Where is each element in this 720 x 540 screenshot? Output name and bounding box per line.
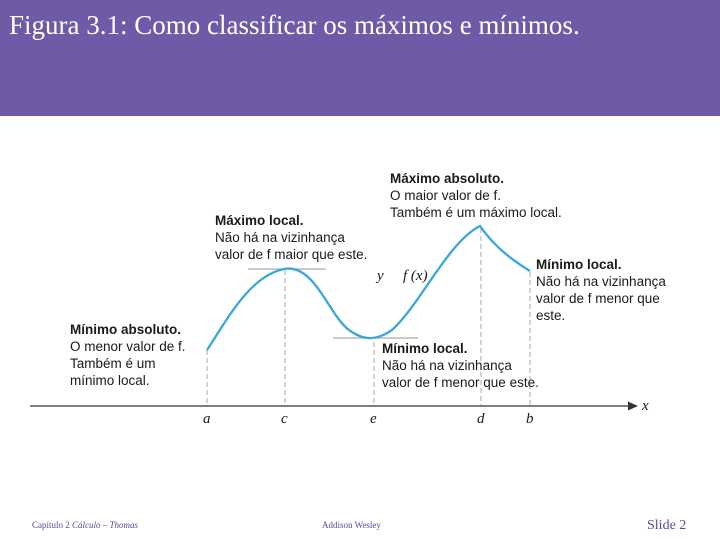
min-local-b-line2: valor de f menor que xyxy=(536,291,660,306)
point-label-d: d xyxy=(477,411,485,427)
min-local-b-title: Mínimo local. xyxy=(536,257,622,272)
point-label-b: b xyxy=(526,411,534,427)
min-absolute-line2: Também é um xyxy=(70,356,156,371)
max-local-line1: Não há na vizinhança xyxy=(215,230,345,245)
min-absolute-line3: mínimo local. xyxy=(70,373,150,388)
max-absolute-line2: Também é um máximo local. xyxy=(390,205,562,220)
footer-chapter-number: Capítulo 2 xyxy=(32,520,70,530)
x-axis-arrow-icon xyxy=(628,402,638,411)
max-absolute-title: Máximo absoluto. xyxy=(390,171,505,186)
footer-publisher: Addison Wesley xyxy=(322,520,381,530)
slide-number: Slide 2 xyxy=(647,518,687,533)
min-absolute-line1: O menor valor de f. xyxy=(70,339,186,354)
point-label-c: c xyxy=(281,411,288,427)
y-label: y xyxy=(377,268,384,284)
max-local-line2: valor de f maior que este. xyxy=(215,247,368,262)
function-label: f (x) xyxy=(403,268,428,284)
min-local-b-line3: este. xyxy=(536,308,566,323)
footer-chapter xyxy=(32,520,138,530)
min-local-e-line2: valor de f menor que este. xyxy=(382,375,539,390)
point-label-e: e xyxy=(370,411,377,427)
min-local-e-line1: Não há na vizinhança xyxy=(382,358,512,373)
slide-title: Figura 3.1: Como classificar os máximos e mínimos. xyxy=(9,10,580,40)
min-absolute-title: Mínimo absoluto. xyxy=(70,322,181,337)
max-absolute-line1: O maior valor de f. xyxy=(390,188,502,203)
min-local-b-line1: Não há na vizinhança xyxy=(536,274,666,289)
max-local-title: Máximo local. xyxy=(215,213,304,228)
min-local-e-title: Mínimo local. xyxy=(382,341,468,356)
point-label-a: a xyxy=(203,411,211,427)
footer-book-title: Cálculo – Thomas xyxy=(72,520,139,530)
x-axis-label: x xyxy=(642,398,649,414)
